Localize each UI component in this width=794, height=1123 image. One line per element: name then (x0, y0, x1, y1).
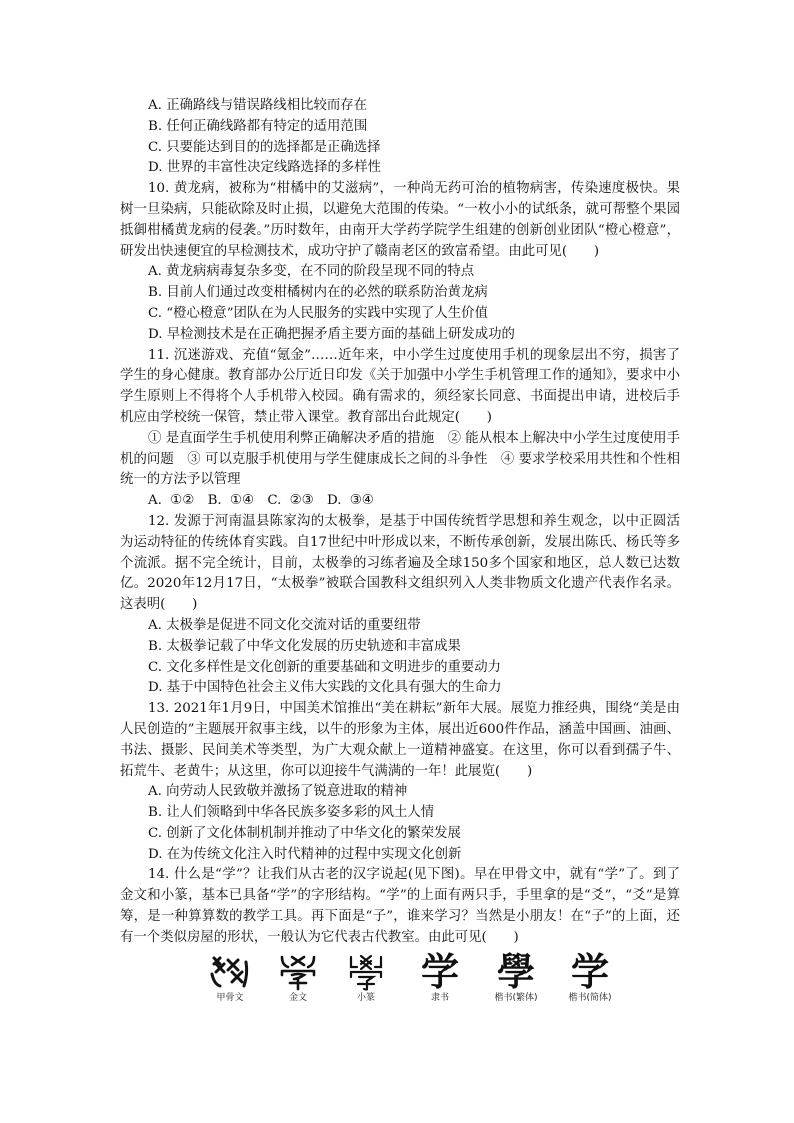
traditional-xue-glyph-icon: 學 (496, 949, 535, 994)
option-a: A. 黄龙病病毒复杂多变，在不同的阶段呈现不同的特点 (148, 264, 475, 280)
glyph-caption: 楷书(简体) (568, 993, 612, 1003)
question-stem: 11. 沉迷游戏、充值“氪金”……近年来，中小学生过度使用手机的现象层出不穷，损害了学生的身心健康。教育部办公厅近日印发《关于加强中小学生手机管理工作的通知》，要求中小学生原则上不得将个人手机带入校园。确有需求的，须经家长同意、书面提出申请，进校后手机应由学校统一保管，禁止带入课堂。教育部出台此规定( ) (120, 347, 680, 425)
option-a: A. 太极拳是促进不同文化交流对话的重要纽带 (148, 617, 421, 633)
option-d: D. 世界的丰富性决定线路选择的多样性 (148, 160, 382, 176)
oracle-bone-xue-glyph-icon (200, 952, 260, 992)
option-b: B. 任何正确线路都有特定的适用范围 (148, 118, 368, 134)
option-b: B. 目前人们通过改变柑橘树内在的必然的联系防治黄龙病 (148, 285, 488, 301)
question-12 (120, 512, 680, 699)
question-11 (120, 346, 680, 512)
question-10 (120, 179, 680, 345)
option-d: D. 早检测技术是在正确把握矛盾主要方面的基础上研发成功的 (148, 326, 515, 342)
question-body (120, 96, 680, 949)
question-14 (120, 865, 680, 948)
glyph-caption: 甲骨文 (216, 993, 244, 1003)
simplified-xue-glyph-icon: 学 (570, 949, 609, 994)
small-seal-xue-glyph-icon (336, 952, 396, 992)
option-a: A. 正确路线与错误路线相比较而存在 (148, 98, 368, 113)
q9-options (120, 96, 680, 179)
statement-list: ① 是直面学生手机使用利弊正确解决矛盾的措施 ② 能从根本上解决中小学生过度使用手机的问题 ③ 可以克服手机使用与学生健康成长之间的斗争性 ④ 要求学校采用共性和个性相统一的方法予以管理 (120, 430, 680, 488)
question-stem: 14. 什么是“学”？让我们从古老的汉字说起(见下图)。早在甲骨文中，就有“学”了。到了金文和小篆，基本已具备“学”的字形结构。“学”的上面有两只手，手里拿的是“爻”，“爻”是算筹，是一种算算数的教学工具。再下面是“子”，谁来学习？当然是小朋友！在“子”的上面，还有一个类似房屋的形状，一般认为它代表古代教室。由此可见( ) (120, 867, 680, 945)
option-d: D. 在为传统文化注入时代精神的过程中实现文化创新 (148, 846, 462, 862)
glyph-clerical (410, 949, 470, 1004)
option-c: C. 只要能达到目的的选择都是正确选择 (148, 139, 381, 155)
glyph-caption: 楷书(繁体) (494, 993, 538, 1003)
question-stem: 10. 黄龙病，被称为“柑橘中的艾滋病”，一种尚无药可治的植物病害，传染速度极快。果树一旦染病，只能砍除及时止损，以避免大范围的传染。“一枚小小的试纸条，就可帮整个果园抵御柑橘黄龙病的侵袭。”历时数年，由南开大学药学院学生组建的创新创业团队“橙心橙意”，研发出快速便宜的早检测技术，成功守护了赣南老区的致富希望。由此可见( ) (120, 181, 680, 259)
glyph-caption: 金文 (288, 993, 307, 1003)
question-stem: 12. 发源于河南温县陈家沟的太极拳，是基于中国传统哲学思想和养生观念，以中正圆活为运动特征的传统体育实践。自17世纪中叶形成以来，不断传承创新，发展出陈氏、杨氏等多个流派。据不完全统计，目前，太极拳的习练者遍及全球150多个国家和地区，总人数已达数亿。2020年12月17日，“太极拳”被联合国教科文组织列入人类非物质文化遗产代表作名录。这表明( ) (120, 513, 680, 613)
clerical-xue-glyph-icon: 学 (420, 949, 459, 994)
glyph-traditional (486, 949, 546, 1004)
option-c: C. 创新了文化体制机制并推动了中华文化的繁荣发展 (148, 825, 461, 841)
glyph-oracle-bone (200, 952, 260, 1004)
option-c: C. “橙心橙意”团队在为人民服务的实践中实现了人生价值 (148, 305, 488, 321)
option-c: C. 文化多样性是文化创新的重要基础和文明进步的重要动力 (148, 659, 502, 675)
glyph-simplified (560, 949, 620, 1004)
glyph-caption: 隶书 (430, 993, 449, 1003)
option-b: B. 太极拳记载了中华文化发展的历史轨迹和丰富成果 (148, 638, 461, 654)
choice-row: A. ①② B. ①④ C. ②③ D. ③④ (148, 493, 374, 509)
character-evolution-figure (200, 949, 620, 1012)
question-13 (120, 699, 680, 865)
glyph-small-seal (336, 952, 396, 1004)
option-b: B. 让人们领略到中华各民族多姿多彩的风土人情 (148, 805, 435, 821)
option-d: D. 基于中国特色社会主义伟大实践的文化具有强大的生命力 (148, 680, 502, 696)
glyph-caption: 小篆 (356, 993, 375, 1003)
question-stem: 13. 2021年1月9日，中国美术馆推出“美在耕耘”新年大展。展览力推经典，围绕“美是由人民创造的”主题展开叙事主线，以牛的形象为主体，展出近600件作品，涵盖中国画、油画、书法、摄影、民间美术等类型，为广大观众献上一道精神盛宴。在这里，你可以看到孺子牛、拓荒牛、老黄牛；从这里，你可以迎接牛气满满的一年！此展览( ) (120, 701, 680, 779)
option-a: A. 向劳动人民致敬并激扬了锐意进取的精神 (148, 784, 408, 800)
glyph-bronze (268, 952, 328, 1004)
bronze-xue-glyph-icon (268, 952, 328, 992)
